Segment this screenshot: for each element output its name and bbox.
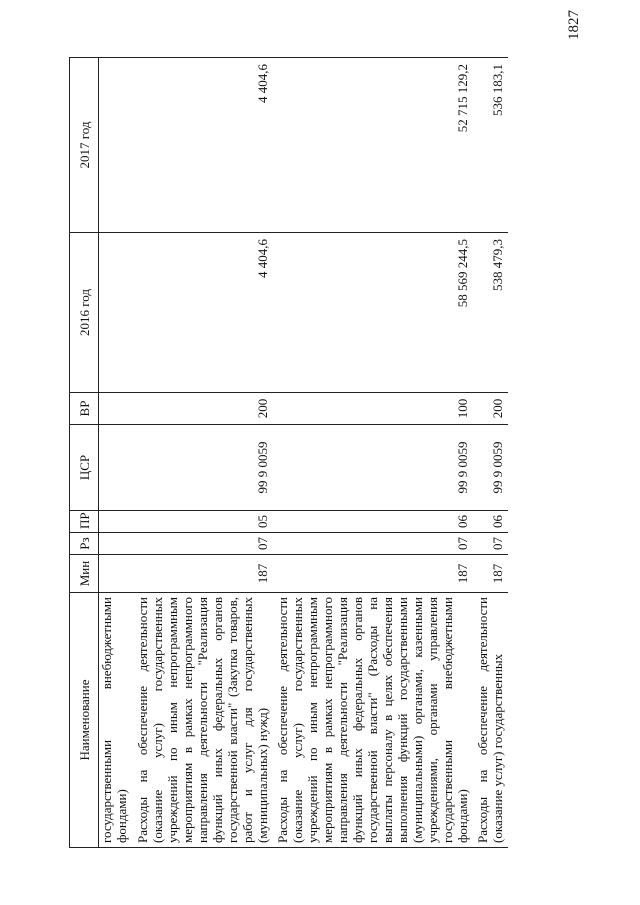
cell-vr: 100 [273, 393, 473, 425]
cell-rz: 07 [133, 533, 273, 555]
cell-vr: 200 [473, 393, 508, 425]
cell-pr: 05 [133, 511, 273, 533]
cell-pr: 06 [273, 511, 473, 533]
cell-min: 187 [473, 555, 508, 593]
cell-name: Расходы на обеспечение деятельности (оказание услуг) государственных [473, 593, 508, 848]
header-rz: Рз [70, 533, 99, 555]
header-2016: 2016 год [70, 233, 99, 393]
header-vr: ВР [70, 393, 99, 425]
cell-2016 [99, 233, 134, 393]
header-2017: 2017 год [70, 58, 99, 233]
cell-name: государственными внебюджетными фондами) [99, 593, 134, 848]
table-header-row [70, 58, 99, 848]
cell-csr [99, 425, 134, 511]
cell-rz: 07 [273, 533, 473, 555]
cell-2017: 536 183,1 [473, 58, 508, 233]
page-number: 1827 [566, 10, 582, 40]
header-pr: ПР [70, 511, 99, 533]
header-name: Наименование [70, 593, 99, 848]
cell-min: 187 [133, 555, 273, 593]
cell-name: Расходы на обеспечение деятельности (оказание услуг) государственных учреждений по иным непрограммным мероприятиям в рамках непрограммного направления деятельности "Реализация функций иных федеральных органов государственной власти" (Закупка товаров, работ и услуг для государственных (муниципальных) нужд) [133, 593, 273, 848]
header-min: Мин [70, 555, 99, 593]
cell-2017 [99, 58, 134, 233]
table-row [473, 58, 508, 848]
cell-pr [99, 511, 134, 533]
cell-vr [99, 393, 134, 425]
cell-name: Расходы на обеспечение деятельности (оказание услуг) государственных учреждений по иным непрограммным мероприятиям в рамках непрограммного направления деятельности "Реализация функций иных федеральных органов государственной власти" (Расходы на выплаты персоналу в целях обеспечения выполнения функций государственными (муниципальными) органами, казенными учреждениями, органами управления государственными внебюджетными фондами) [273, 593, 473, 848]
cell-rz [99, 533, 134, 555]
cell-2016: 4 404,6 [133, 233, 273, 393]
budget-table [69, 57, 508, 848]
cell-csr: 99 9 0059 [473, 425, 508, 511]
cell-2017: 4 404,6 [133, 58, 273, 233]
cell-csr: 99 9 0059 [133, 425, 273, 511]
rotated-page-content [69, 58, 611, 848]
cell-2016: 58 569 244,5 [273, 233, 473, 393]
table-row [99, 58, 134, 848]
cell-csr: 99 9 0059 [273, 425, 473, 511]
cell-min [99, 555, 134, 593]
cell-rz: 07 [473, 533, 508, 555]
cell-vr: 200 [133, 393, 273, 425]
header-csr: ЦСР [70, 425, 99, 511]
cell-pr: 06 [473, 511, 508, 533]
table-row [273, 58, 473, 848]
cell-min: 187 [273, 555, 473, 593]
cell-2017: 52 715 129,2 [273, 58, 473, 233]
cell-2016: 538 479,3 [473, 233, 508, 393]
table-row [133, 58, 273, 848]
